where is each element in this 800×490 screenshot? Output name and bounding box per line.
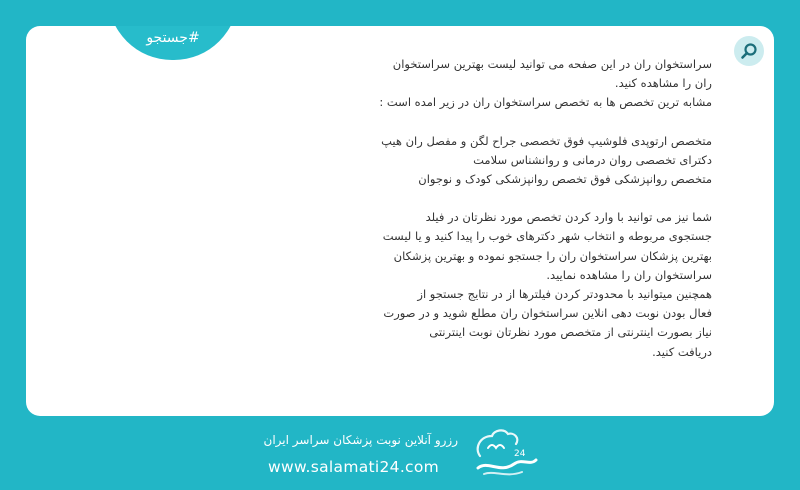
text-line: مشابه ترین تخصص ها به تخصص سراستخوان ران در زیر امده است :	[379, 95, 712, 110]
footer-url-link[interactable]: www.salamati24.com	[268, 458, 440, 476]
paragraph-gap	[392, 113, 712, 132]
text-line: فعال بودن نوبت دهی انلاین سراستخوان ران مطلع شوید و در صورت	[383, 306, 712, 321]
footer	[0, 420, 800, 490]
text-line: همچنین میتوانید با محدودتر کردن فیلترها از در نتایج جستجو از	[417, 287, 712, 302]
text-line: سراستخوان ران در این صفحه می توانید لیست بهترین سراستخوان	[392, 57, 712, 71]
salamati-logo-icon	[470, 426, 542, 482]
paragraph-gap	[392, 189, 712, 208]
text-line: شما نیز می توانید با وارد کردن تخصص مورد نظرتان در فیلد	[425, 210, 712, 225]
text-line: ران را مشاهده کنید.	[614, 76, 712, 91]
related-specialty: متخصص ارتوپدی فلوشیپ فوق تخصصی جراح لگن و مفصل ران هیپ	[381, 133, 712, 148]
svg-text:24: 24	[514, 449, 526, 459]
text-line: دریافت کنید.	[652, 344, 712, 359]
related-specialty: دکترای تخصصی روان درمانی و روانشناس سلامت	[473, 152, 712, 167]
text-line: جستجوی مربوطه و انتخاب شهر دکترهای خوب را پیدا کنید و یا لیست	[382, 229, 712, 244]
description-text	[379, 55, 712, 362]
search-button[interactable]	[734, 36, 764, 66]
text-line: نیاز بصورت اینترنتی از متخصص مورد نظرتان نوبت اینترنتی	[429, 325, 712, 340]
tab-search[interactable]	[108, 26, 238, 60]
text-line: بهترین پزشکان سراستخوان ران را جستجو نموده و بهترین پزشکان	[393, 248, 712, 263]
text-line: سراستخوان ران را مشاهده نمایید.	[546, 267, 712, 282]
footer-title: رزرو آنلاین نوبت پزشکان سراسر ایران	[263, 433, 458, 447]
tab-search-label: #جستجو	[146, 30, 200, 46]
related-specialty: متخصص روانپزشکی فوق تخصص روانپزشکی کودک و نوجوان	[418, 172, 712, 187]
search-icon	[740, 42, 758, 60]
content-card	[26, 26, 774, 416]
